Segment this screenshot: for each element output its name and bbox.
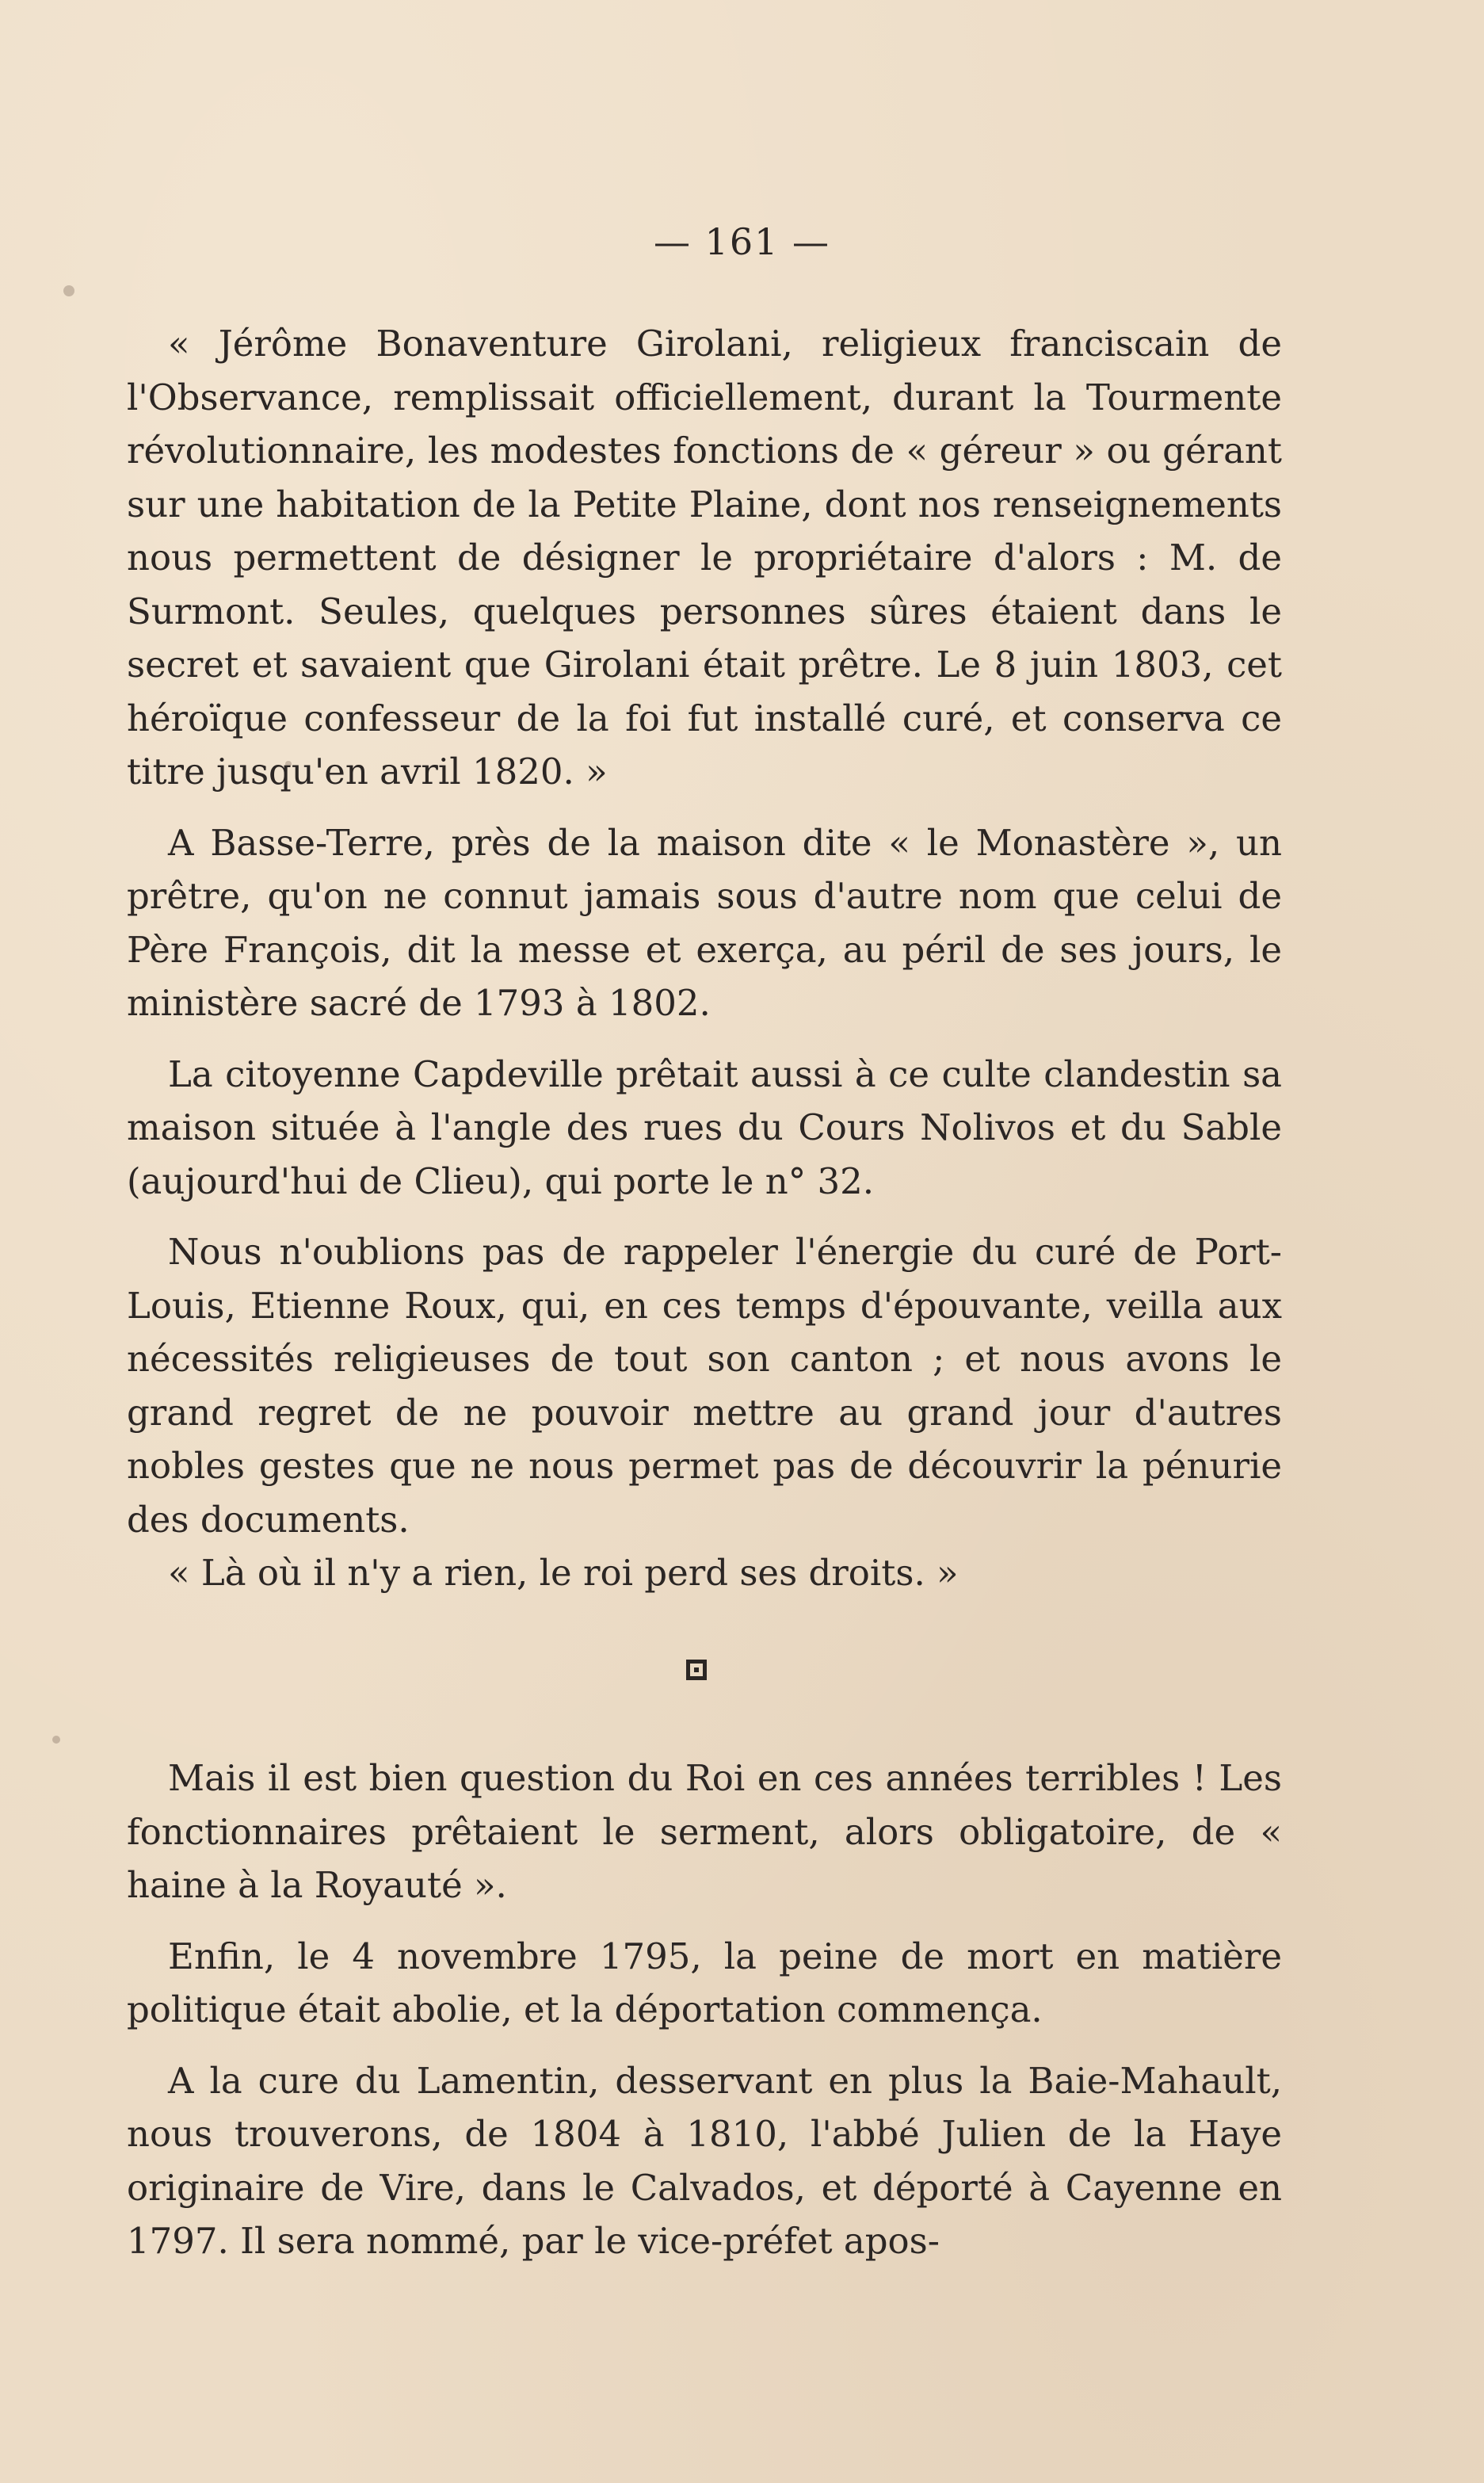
paragraph-basse-terre: A Basse-Terre, près de la maison dite « le Monastère », un prêtre, qu'on ne connut jamais sous d'autre nom que celui de Père François, dit la messe et exerça, au péril de ses jours, le ministère sacré de 1793 à 1802. xyxy=(127,821,1282,1024)
paragraph-quote: « Là où il n'y a rien, le roi perd ses droits. » xyxy=(168,1552,959,1594)
text-block-bottom xyxy=(127,1751,1282,2268)
ornament-center xyxy=(694,1667,699,1672)
paragraph-roi: Mais il est bien question du Roi en ces années terribles ! Les fonctionnaires prêtaient le serment, alors obligatoire, de « haine à la Royauté ». xyxy=(127,1757,1282,1906)
paragraph-girolani: « Jérôme Bonaventure Girolani, religieux franciscain de l'Observance, remplissait officiellement, durant la Tourmente révolutionnaire, les modestes fonctions de « géreur » ou gérant sur une habitation de la Petite Plaine, dont nos renseignements nous permettent de désigner le propriétaire d'alors : M. de Surmont. Seules, quelques personnes sûres étaient dans le secret et savaient que Girolani était prêtre. Le 8 juin 1803, cet héroïque confesseur de la foi fut installé curé, et conserva ce titre jusqu'en avril 1820. » xyxy=(127,323,1282,793)
section-ornament-icon xyxy=(686,1660,707,1680)
paper-speck xyxy=(52,1736,60,1744)
paragraph-capdeville: La citoyenne Capdeville prêtait aussi à ce culte clandestin sa maison située à l'angle des rues du Cours Nolivos et du Sable (aujourd'hui de Clieu), qui porte le n° 32. xyxy=(127,1052,1282,1202)
page-number: — 161 — xyxy=(653,220,831,263)
paragraph-port-louis: Nous n'oublions pas de rappeler l'énergie du curé de Port-Louis, Etienne Roux, qui, en ces temps d'épouvante, veilla aux nécessités religieuses de tout son canton ; et nous avons le grand regret de ne pouvoir mettre au grand jour d'autres nobles gestes que ne nous permet pas de découvrir la pénurie des documents. xyxy=(127,1231,1282,1541)
text-block-top xyxy=(127,317,1282,1600)
paragraph-novembre-1795: Enfin, le 4 novembre 1795, la peine de mort en matière politique était abolie, et la déportation commença. xyxy=(127,1935,1282,2030)
paper-speck xyxy=(63,285,74,296)
paragraph-lamentin: A la cure du Lamentin, desservant en plus la Baie-Mahault, nous trouverons, de 1804 à 1810, l'abbé Julien de la Haye originaire de Vire, dans le Calvados, et déporté à Cayenne en 1797. Il sera nommé, par le vice-préfet apos- xyxy=(127,2059,1282,2262)
